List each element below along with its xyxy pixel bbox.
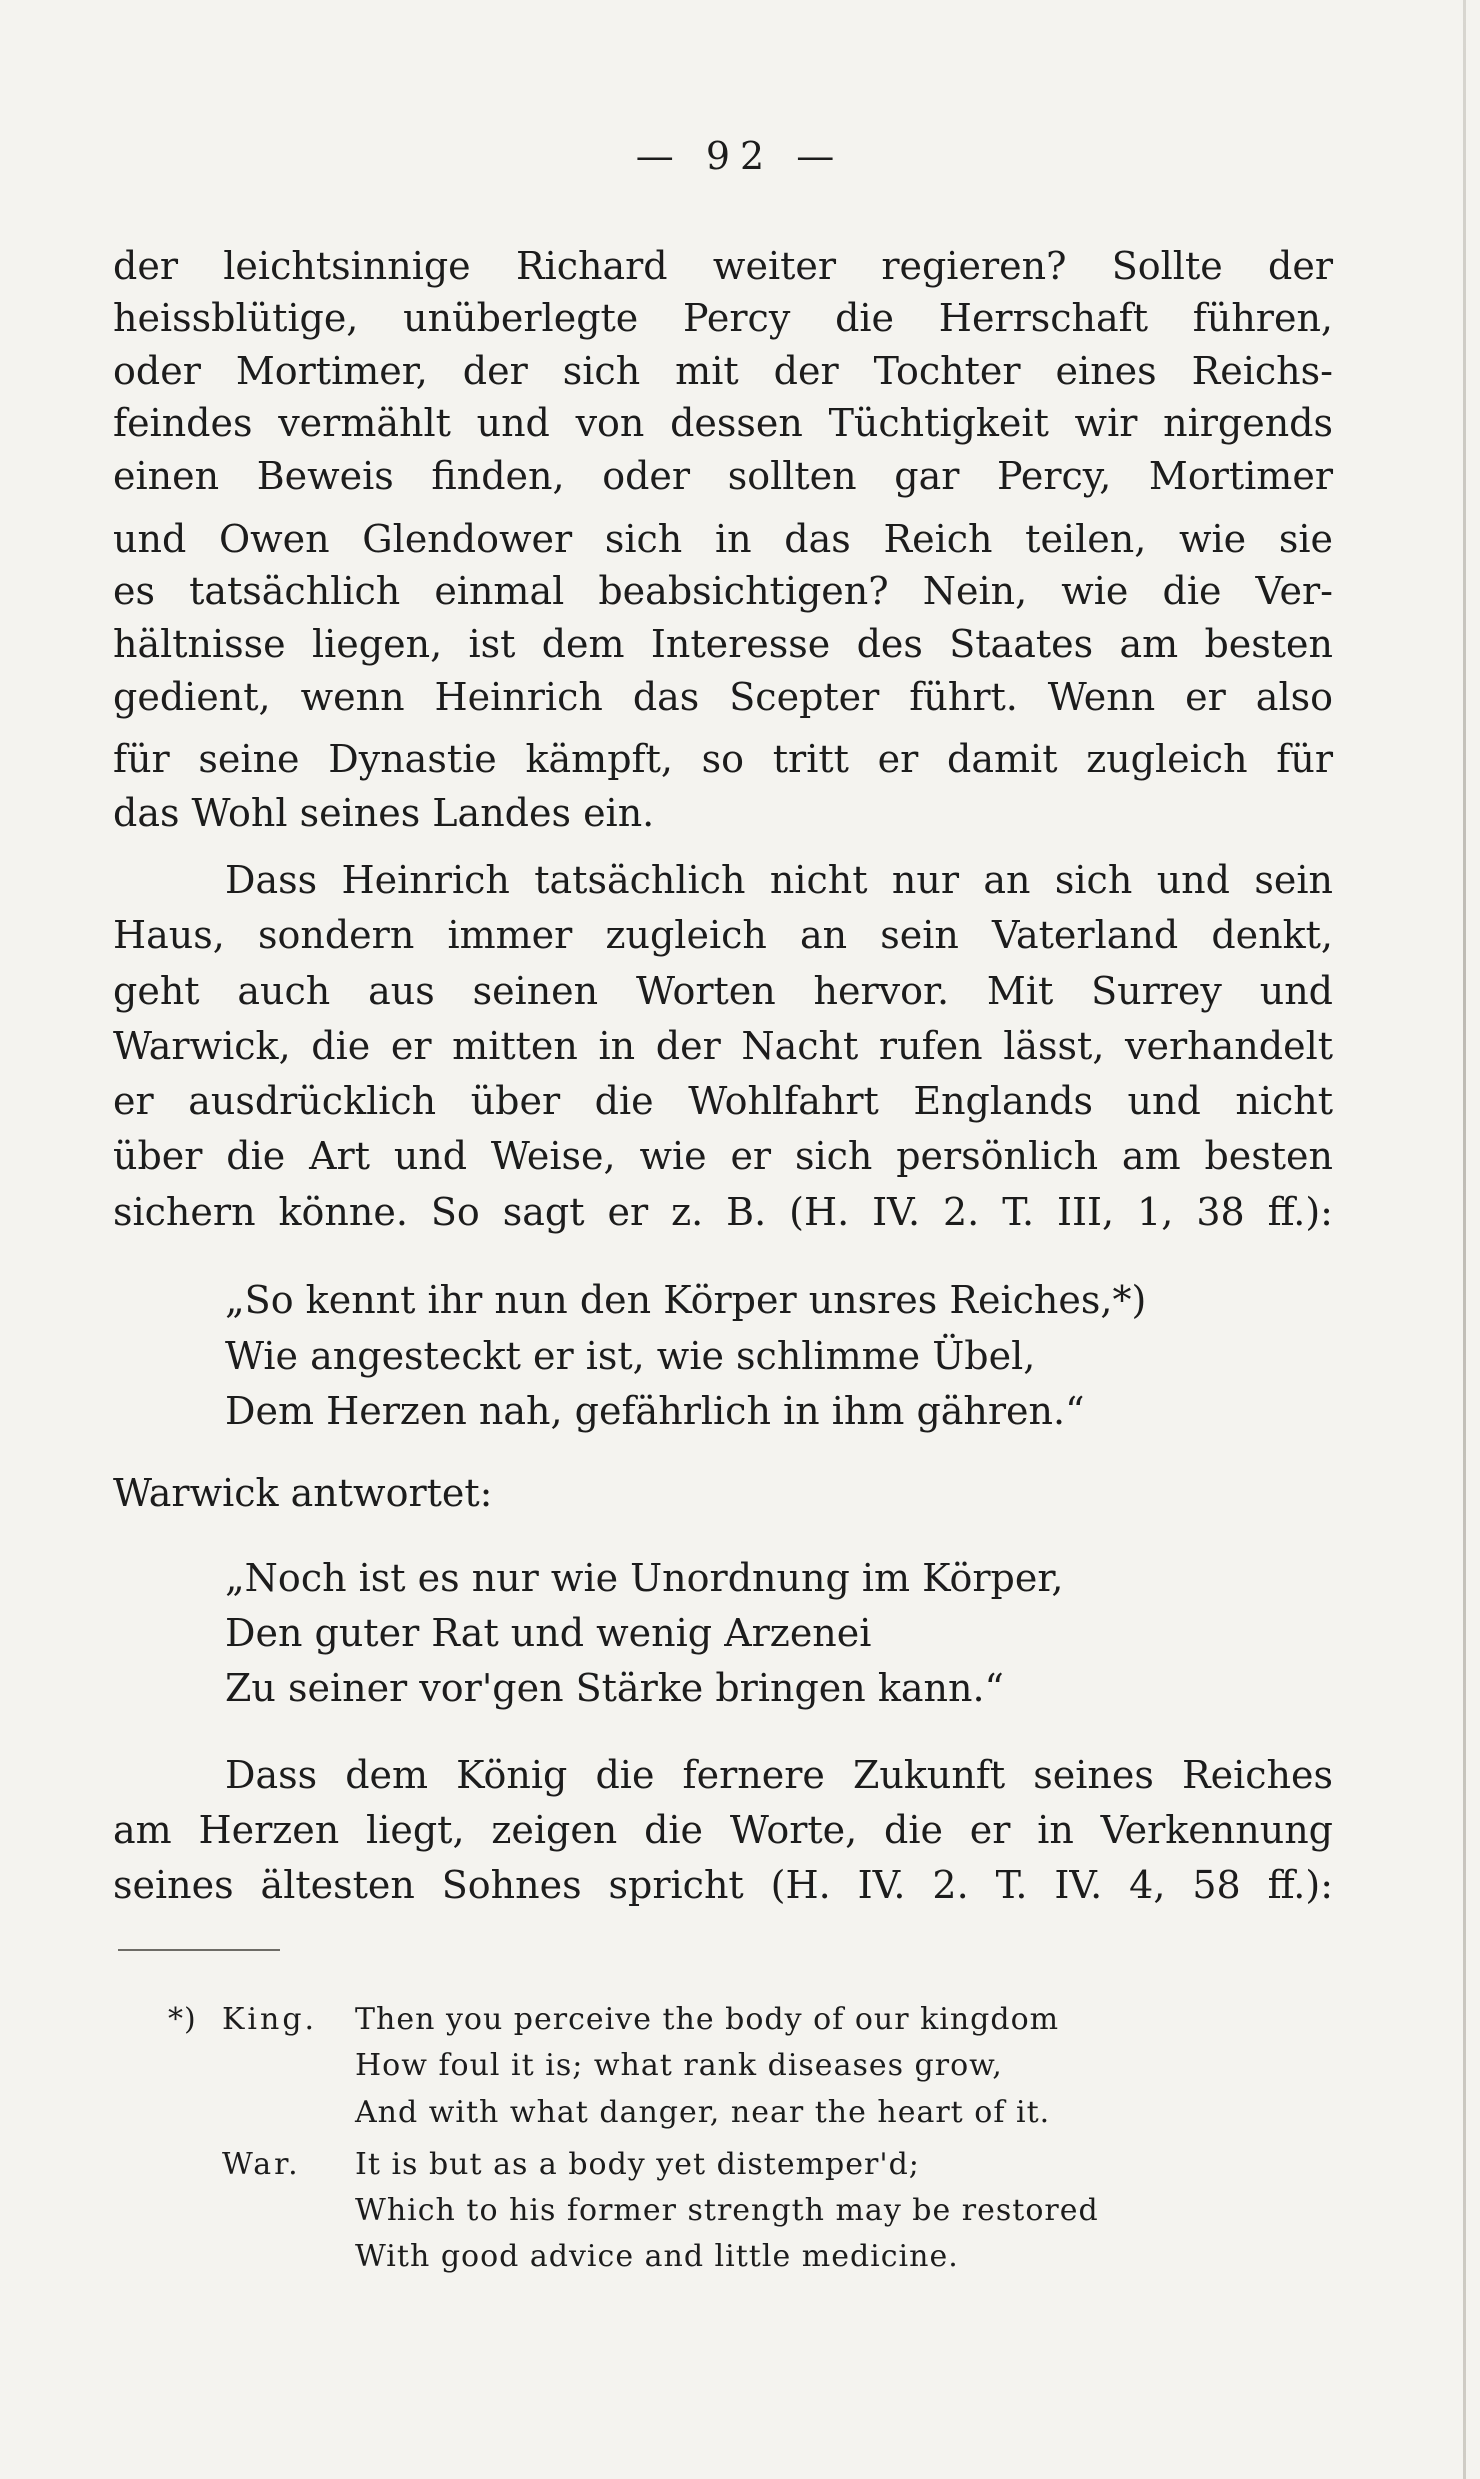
paragraph-2-line-3: geht auch aus seinen Worten hervor. Mit Surrey und <box>113 969 1333 1013</box>
paragraph-3-line-1: Dass dem König die fernere Zukunft seines Reiches <box>225 1753 1333 1797</box>
paragraph-1-line-10: für seine Dynastie kämpft, so tritt er damit zugleich für <box>113 737 1333 781</box>
paragraph-3-line-3: seines ältesten Sohnes spricht (H. IV. 2. T. IV. 4, 58 ff.): <box>113 1863 1333 1907</box>
paragraph-1-line-8: hältnisse liegen, ist dem Interesse des Staates am besten <box>113 622 1333 666</box>
paragraph-1-line-7: es tatsächlich einmal beabsichtigen? Nein, wie die Ver- <box>113 569 1333 613</box>
footnote-marker: *) <box>168 2002 197 2037</box>
paragraph-2-line-1: Dass Heinrich tatsächlich nicht nur an sich und sein <box>225 858 1333 902</box>
paragraph-1-line-9: gedient, wenn Heinrich das Scepter führt. Wenn er also <box>113 675 1333 719</box>
speaker-label: Warwick antwortet: <box>113 1471 493 1515</box>
paragraph-1-line-11: das Wohl seines Landes ein. <box>113 791 655 835</box>
paragraph-1-line-2: heissblütige, unüberlegte Percy die Herrschaft führen, <box>113 296 1333 340</box>
paragraph-2-line-6: über die Art und Weise, wie er sich persönlich am besten <box>113 1134 1333 1178</box>
quote-1-line-1: „So kennt ihr nun den Körper unsres Reiches,*) <box>225 1278 1147 1322</box>
paragraph-3-line-2: am Herzen liegt, zeigen die Worte, die er in Verkennung <box>113 1808 1333 1852</box>
paragraph-1-line-4: feindes vermählt und von dessen Tüchtigkeit wir nirgends <box>113 401 1333 445</box>
paragraph-1-line-1: der leichtsinnige Richard weiter regieren? Sollte der <box>113 244 1333 288</box>
quote-2-line-3: Zu seiner vor'gen Stärke bringen kann.“ <box>225 1666 1004 1710</box>
footnote-warwick-line-1: It is but as a body yet distemper'd; <box>355 2147 920 2182</box>
footnote-warwick-line-3: With good advice and little medicine. <box>355 2239 959 2274</box>
page-edge-shadow <box>1463 0 1466 2479</box>
footnote-speaker-warwick: War. <box>222 2147 301 2182</box>
page-number: — 92 — <box>635 134 845 178</box>
quote-2-line-1: „Noch ist es nur wie Unordnung im Körper, <box>225 1556 1064 1600</box>
paragraph-2-line-4: Warwick, die er mitten in der Nacht rufen lässt, verhandelt <box>113 1024 1333 1068</box>
paragraph-1-line-6: und Owen Glendower sich in das Reich teilen, wie sie <box>113 517 1333 561</box>
quote-2-line-2: Den guter Rat und wenig Arzenei <box>225 1611 872 1655</box>
footnote-speaker-king: King. <box>222 2002 318 2037</box>
paragraph-1-line-5: einen Beweis finden, oder sollten gar Percy, Mortimer <box>113 454 1333 498</box>
paragraph-2-line-2: Haus, sondern immer zugleich an sein Vaterland denkt, <box>113 913 1333 957</box>
paragraph-2-line-5: er ausdrücklich über die Wohlfahrt Englands und nicht <box>113 1079 1333 1123</box>
footnote-king-line-2: How foul it is; what rank diseases grow, <box>355 2048 1003 2083</box>
footnote-king-line-1: Then you perceive the body of our kingdom <box>355 2002 1060 2037</box>
footnote-warwick-line-2: Which to his former strength may be restored <box>355 2193 1099 2228</box>
footnote-king-line-3: And with what danger, near the heart of it. <box>355 2095 1051 2130</box>
footnote-separator <box>118 1949 280 1951</box>
paragraph-2-line-7: sichern könne. So sagt er z. B. (H. IV. 2. T. III, 1, 38 ff.): <box>113 1190 1333 1234</box>
quote-1-line-3: Dem Herzen nah, gefährlich in ihm gähren.“ <box>225 1389 1085 1433</box>
paragraph-1-line-3: oder Mortimer, der sich mit der Tochter eines Reichs- <box>113 349 1333 393</box>
quote-1-line-2: Wie angesteckt er ist, wie schlimme Übel, <box>225 1334 1036 1378</box>
